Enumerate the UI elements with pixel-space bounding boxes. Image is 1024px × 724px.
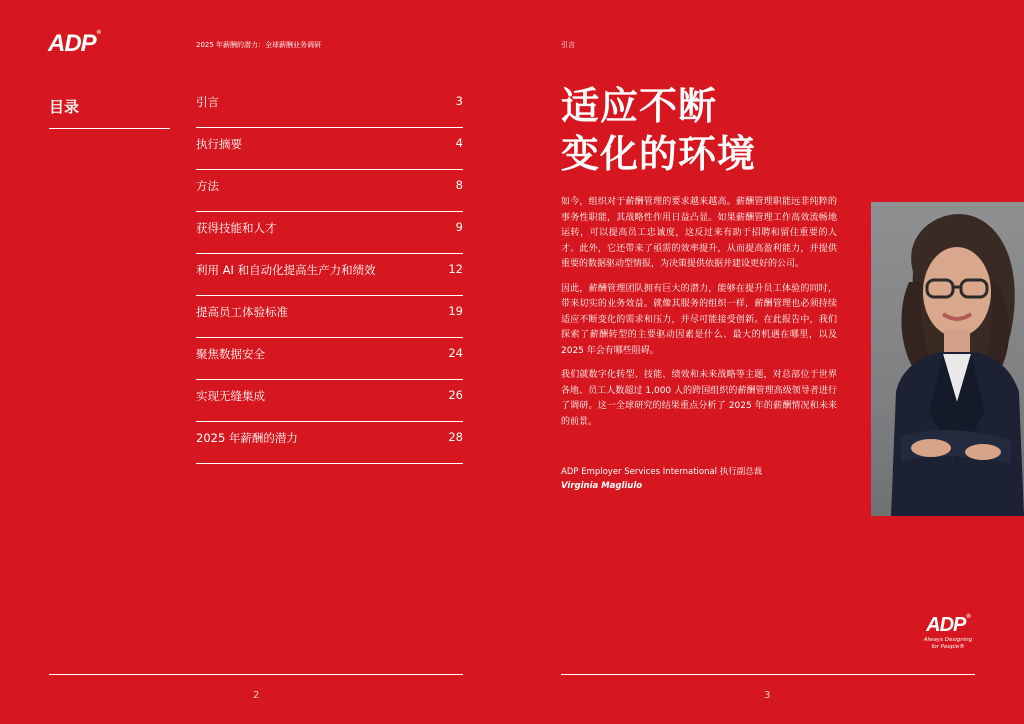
body-paragraph: 因此，薪酬管理团队拥有巨大的潜力，能够在提升员工体验的同时，带来切实的业务效益。就像其服务的组织一样，薪酬管理也必须持续适应不断变化的需求和压力，并尽可能接受创新。在此报告中，我们探索了薪酬转型的主要驱动因素是什么、最大的机遇在哪里，以及 2025 年会有哪些阻碍。	[561, 283, 837, 356]
signature-name: Virginia Magliulo	[561, 481, 643, 491]
portrait-illustration	[871, 202, 1024, 516]
toc-item[interactable]	[196, 170, 463, 212]
signature-title: ADP Employer Services International 执行副总裁	[561, 467, 763, 477]
running-header-left: 2025 年薪酬的潜力：全球薪酬业务调研	[196, 41, 322, 49]
page-number: 2	[253, 690, 260, 701]
toc-item-title: 获得技能和人才	[196, 221, 277, 235]
toc-item[interactable]	[196, 380, 463, 422]
brand-block	[918, 614, 978, 651]
running-header-right: 引言	[561, 41, 575, 49]
toc-item-page: 19	[448, 304, 463, 318]
toc-item[interactable]	[196, 338, 463, 380]
toc-item-title: 2025 年薪酬的潜力	[196, 431, 298, 445]
footer-divider	[561, 674, 975, 675]
toc-item-page: 3	[455, 94, 463, 108]
toc-item-title: 提高员工体验标准	[196, 305, 288, 319]
toc-item-title: 方法	[196, 179, 219, 193]
page-title-line: 变化的环境	[561, 132, 757, 176]
intro-body	[561, 195, 837, 439]
toc-item[interactable]	[196, 212, 463, 254]
toc-item[interactable]	[196, 254, 463, 296]
toc-item-title: 聚焦数据安全	[196, 347, 265, 361]
toc-item-page: 28	[448, 430, 463, 444]
body-paragraph: 我们就数字化转型、技能、绩效和未来战略等主题，对总部位于世界各地、员工人数超过 1,000 人的跨国组织的薪酬管理高级领导者进行了调研。这一全球研究的结果重点分析了 2025 年的薪酬情况和未来的前景。	[561, 370, 837, 427]
executive-portrait	[871, 202, 1024, 516]
adp-logo: ADP®	[926, 614, 970, 636]
toc-item-title: 实现无缝集成	[196, 389, 265, 403]
footer-divider	[49, 674, 463, 675]
toc-label-divider	[49, 128, 170, 129]
toc-item[interactable]	[196, 296, 463, 338]
page-title	[561, 82, 756, 178]
toc-item-page: 9	[455, 220, 463, 234]
toc-item-title: 执行摘要	[196, 137, 242, 151]
toc-item-page: 26	[448, 388, 463, 402]
toc-item[interactable]	[196, 422, 463, 464]
page-title-line: 适应不断	[561, 84, 718, 128]
toc-item[interactable]	[196, 86, 463, 128]
toc-label: 目录	[49, 98, 80, 116]
toc-item-title: 引言	[196, 95, 219, 109]
body-paragraph: 如今，组织对于薪酬管理的要求越来越高。薪酬管理职能远非纯粹的事务性职能，其战略性作用日益凸显。如果薪酬管理工作高效流畅地运转，可以提高员工忠诚度，这反过来有助于招聘和留住重要的人才。此外，它还带来了亟需的效率提升，从而提高盈利能力，并提供重要的数据驱动型情报，为决策提供依据并建设更好的公司。	[561, 197, 837, 269]
toc-item[interactable]	[196, 128, 463, 170]
adp-logo: ADP®	[48, 30, 101, 57]
toc-item-title: 利用 AI 和自动化提高生产力和绩效	[196, 263, 376, 277]
toc-item-page: 4	[455, 136, 463, 150]
toc-item-page: 8	[455, 178, 463, 192]
page-number: 3	[764, 690, 771, 701]
brand-tagline: Always Designing for People®	[923, 637, 973, 650]
toc-item-page: 24	[448, 346, 463, 360]
toc-item-page: 12	[448, 262, 463, 276]
table-of-contents	[196, 86, 463, 464]
